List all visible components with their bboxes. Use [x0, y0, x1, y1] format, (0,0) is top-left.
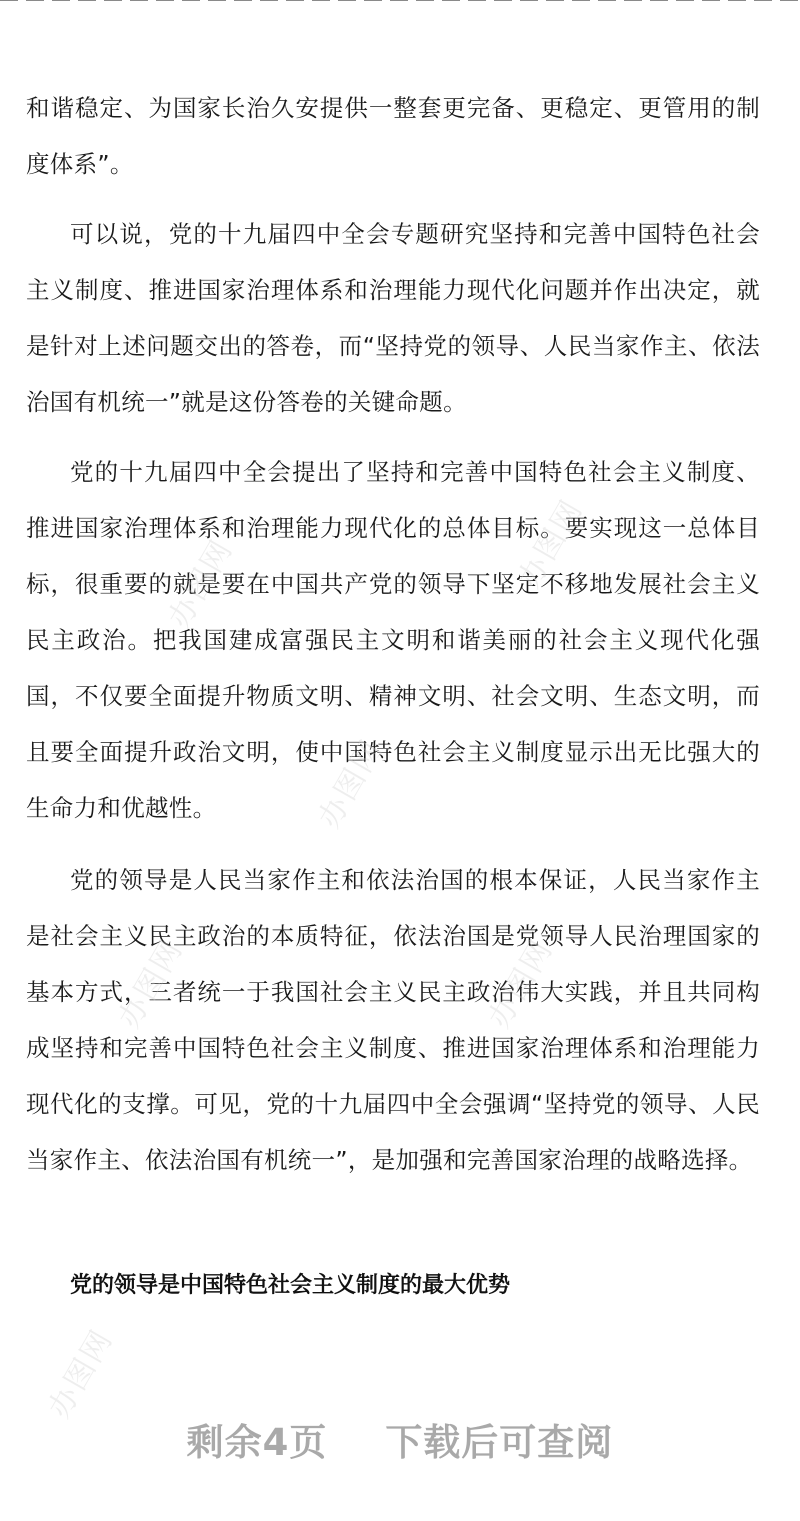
watermark: 办图网 [311, 733, 391, 835]
paragraph-1: 和谐稳定、为国家长治久安提供一整套更完备、更稳定、更管用的制度体系”。 [26, 94, 760, 178]
cut-off-previous-line [0, 0, 800, 4]
watermark: 办图网 [111, 933, 191, 1035]
paragraph-3: 党的十九届四中全会提出了坚持和完善中国特色社会主义制度、推进国家治理体系和治理能力现代化的总体目标。要实现这一总体目标，很重要的就是要在中国共产党的领导下坚定不移地发展社会主义民主政治。把我国建成富强民主文明和谐美丽的社会主义现代化强国，不仅要全面提升物质文明、精神文明、社会文明、生态文明，而且要全面提升政治文明，使中国特色社会主义制度显示出无比强大的生命力和优越性。 [26, 458, 760, 822]
section-heading: 党的领导是中国特色社会主义制度的最大优势 [70, 1273, 511, 1298]
watermark: 办图网 [41, 1323, 121, 1425]
remaining-pages-label: 剩余4页 [186, 1421, 328, 1464]
paragraph-4: 党的领导是人民当家作主和依法治国的根本保证，人民当家作主是社会主义民主政治的本质特征，依法治国是党领导人民治理国家的基本方式，三者统一于我国社会主义民主政治伟大实践，并且共同构成坚持和完善中国特色社会主义制度、推进国家治理体系和治理能力现代化的支撑。可见，党的十九届四中全会强调“坚持党的领导、人民当家作主、依法治国有机统一”，是加强和完善国家治理的战略选择。 [26, 866, 760, 1174]
watermark: 办图网 [511, 493, 591, 595]
watermark: 办图网 [481, 933, 561, 1035]
download-prompt[interactable] [0, 1412, 800, 1466]
download-to-view-label: 下载后可查阅 [385, 1421, 614, 1464]
paragraph-2: 可以说，党的十九届四中全会专题研究坚持和完善中国特色社会主义制度、推进国家治理体系和治理能力现代化问题并作出决定，就是针对上述问题交出的答卷，而“坚持党的领导、人民当家作主、依法治国有机统一”就是这份答卷的关键命题。 [26, 220, 760, 416]
watermark: 办图网 [161, 533, 241, 635]
